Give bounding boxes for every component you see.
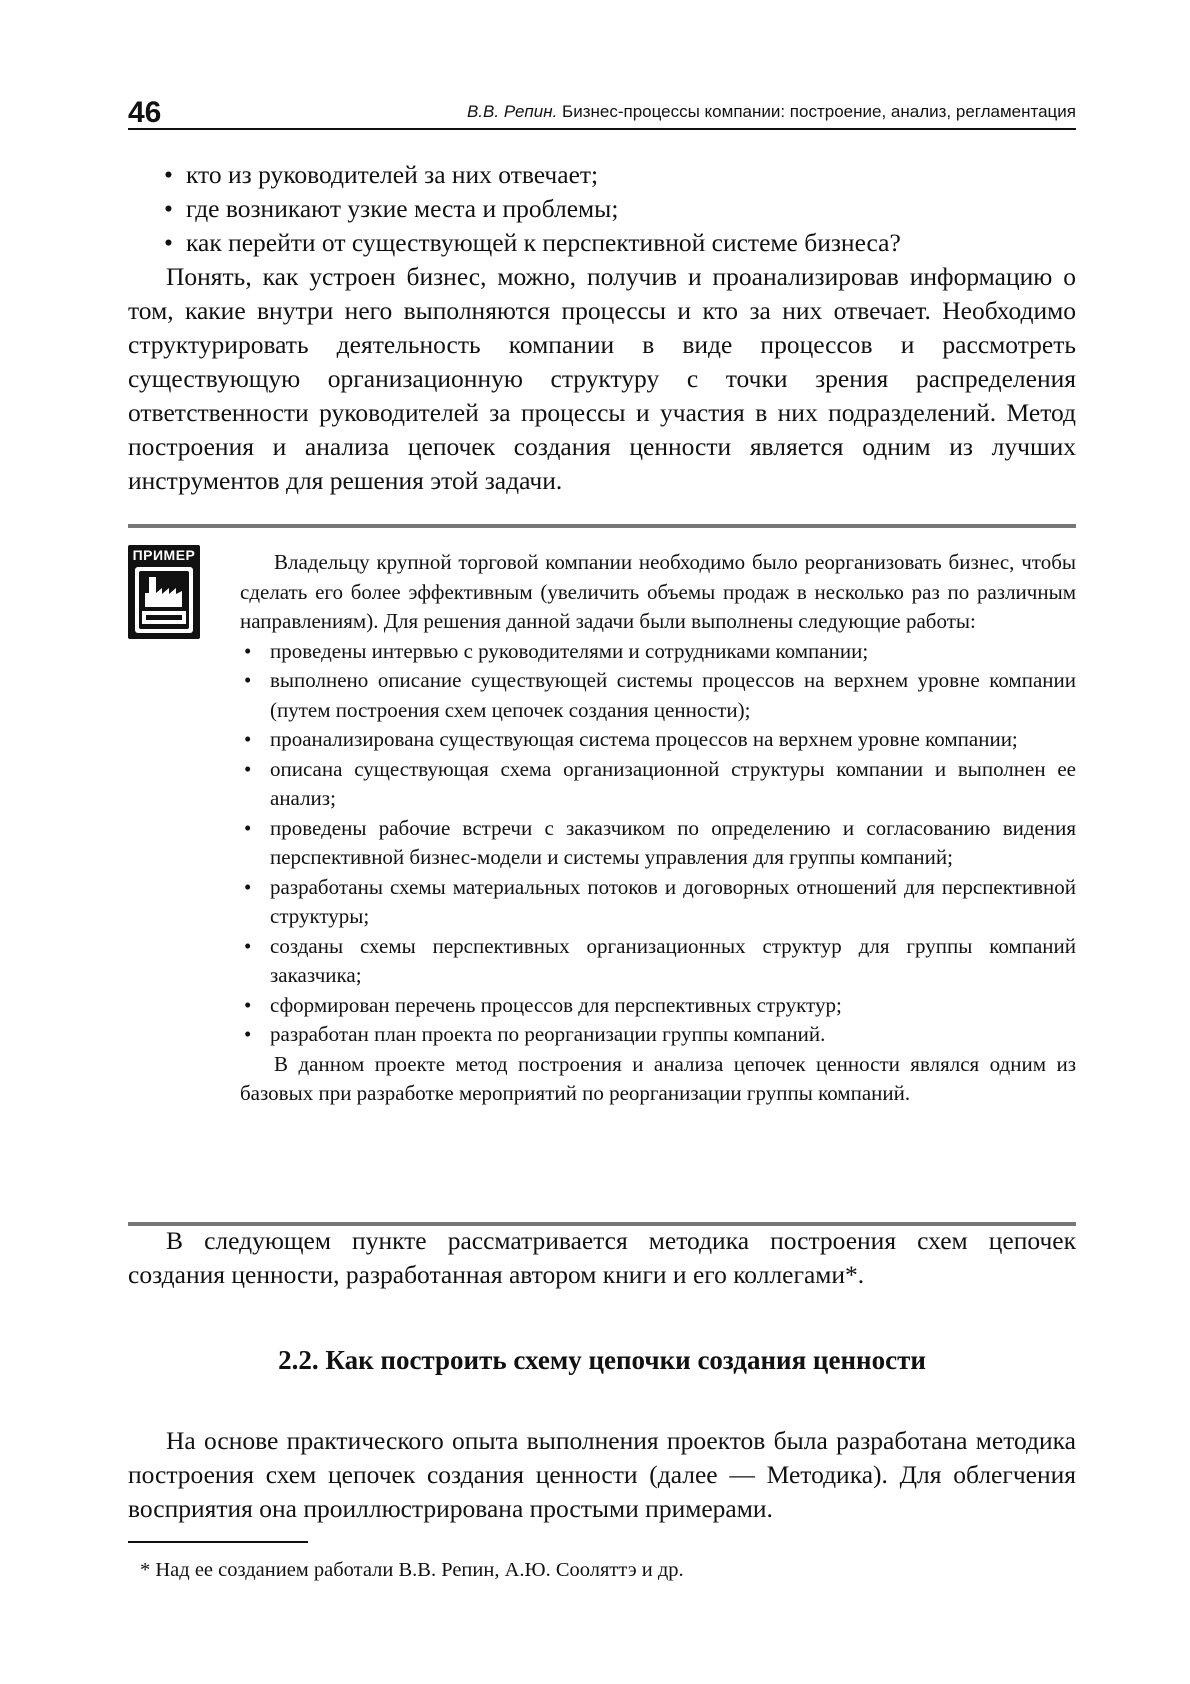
paragraph: На основе практического опыта выполнения проектов была разработана методика построения схем цепочек создания ценности (далее — Методика). Для облегчения восприятия она проиллюстрирована простыми примерами. (128, 1426, 1076, 1523)
example-top-divider (128, 524, 1076, 528)
section-heading: 2.2. Как построить схему цепочки создания ценности (278, 1345, 926, 1375)
list-item: • кто из руководителей за них отвечает; (128, 158, 1076, 192)
example-conclusion: В данном проекте метод построения и анализа цепочек ценности являлся одним из базовых при разработке мероприятий по реорганизации группы компаний. (240, 1051, 1076, 1105)
running-header (128, 94, 1076, 130)
example-badge-label: ПРИМЕР (132, 547, 196, 563)
example-list (240, 637, 1076, 1050)
header-book-title: Бизнес-процессы компании: построение, анализ, регламентация (562, 102, 1076, 121)
paragraph: Понять, как устроен бизнес, можно, получив и проанализировав информацию о том, какие внутри него выполняются процессы и кто за них отвечает. Необходимо структурировать деятельность компании в виде процессов и рассмотреть существующую организационную структуру с точки зрения распределения ответственности руководителей за процессы и участия в них подразделений. Метод построения и анализа цепочек создания ценности является одним из лучших инструментов для решения этой задачи. (128, 262, 1076, 495)
page-number: 46 (128, 96, 162, 129)
header-text (467, 102, 1076, 122)
list-item: • проведены интервью с руководителями и сотрудниками компании; (240, 637, 1076, 667)
list-item: • где возникают узкие места и проблемы; (128, 192, 1076, 226)
factory-icon (135, 567, 193, 633)
paragraph: В следующем пункте рассматривается методика построения схем цепочек создания ценности, разработанная автором книги и его коллегами*. (128, 1226, 1076, 1289)
list-item: • проведены рабочие встречи с заказчиком по определению и согласованию видения перспективной бизнес-модели и системы управления для группы компаний; (240, 814, 1076, 873)
header-author: В.В. Репин. (466, 102, 558, 121)
list-item: • выполнено описание существующей системы процессов на верхнем уровне компании (путем построения схем цепочек создания ценности); (240, 666, 1076, 725)
example-intro: Владельцу крупной торговой компании необходимо было реорганизовать бизнес, чтобы сделать его более эффективным (увеличить объемы продаж в несколько раз по различным направлениям). Для решения данной задачи были выполнены следующие работы: (240, 550, 1076, 633)
list-item: • проанализирована существующая система процессов на верхнем уровне компании; (240, 725, 1076, 755)
example-block (240, 548, 1076, 1109)
list-item: • разработаны схемы материальных потоков и договорных отношений для перспективной структуры; (240, 873, 1076, 932)
list-item: • описана существующая схема организационной структуры компании и выполнен ее анализ; (240, 755, 1076, 814)
list-item: • созданы схемы перспективных организационных структур для группы компаний заказчика; (240, 932, 1076, 991)
footnote: * Над ее созданием работали В.В. Репин, А.Ю. Сооляттэ и др. (140, 1559, 684, 1581)
example-badge (128, 545, 200, 639)
list-item: • как перейти от существующей к перспективной системе бизнеса? (128, 226, 1076, 260)
list-item: • разработан план проекта по реорганизации группы компаний. (240, 1020, 1076, 1050)
footnote-divider (128, 1541, 308, 1543)
list-item: • сформирован перечень процессов для перспективных структур; (240, 991, 1076, 1021)
top-bullet-list (128, 158, 1076, 260)
